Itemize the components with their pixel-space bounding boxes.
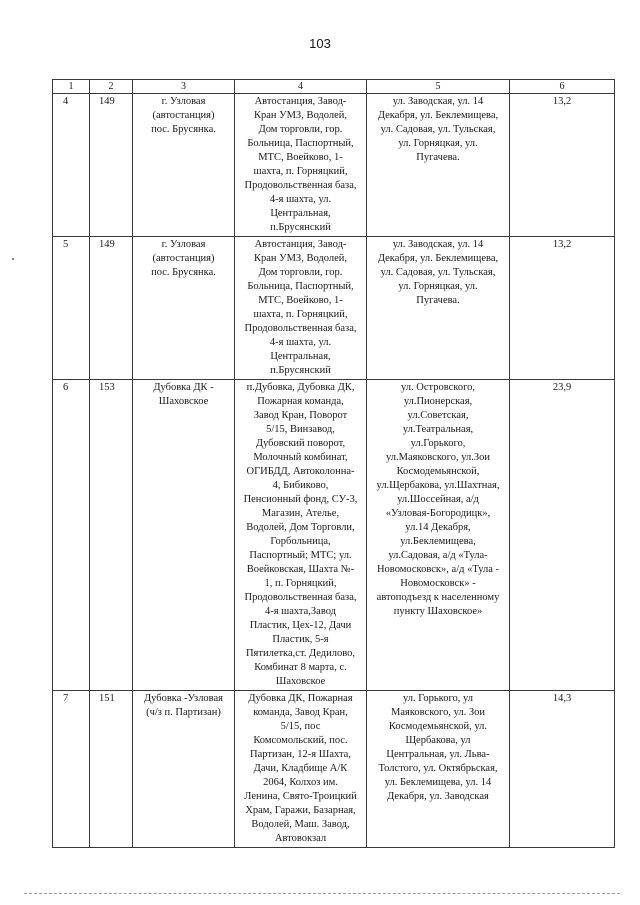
route-streets: ул. Островского, ул.Пионерская, ул.Советская, ул.Театральная, ул.Горького, ул.Маяковского, ул.Зои Космодемьянской, ул.Щербакова, ул.Шахтная, ул.Шоссейная, а/д «Узловая-Богородицк», ул.14 Декабря, ул.Беклемищева, ул.Садовая, а/д «Тула- Новомосковск», а/д «Тула - Новомосковск» - автоподъезд к населенному пункту Шаховское» <box>367 380 510 691</box>
routes-table <box>52 79 615 848</box>
route-length: 13,2 <box>510 237 615 380</box>
route-streets: ул. Горького, ул Маяковского, ул. Зои Космодемьянской, ул. Щербакова, ул Центральная, ул. Льва- Толстого, ул. Октябрьская, ул. Беклемищева, ул. 14 Декабря, ул. Заводская <box>367 691 510 848</box>
route-streets: ул. Заводская, ул. 14 Декабря, ул. Беклемищева, ул. Садовая, ул. Тульская, ул. Горняцкая, ул. Пугачева. <box>367 237 510 380</box>
table-row <box>53 691 615 848</box>
route-name: г. Узловая (автостанция) пос. Брусянка. <box>133 237 235 380</box>
route-stops: Автостанция, Завод- Кран УМЗ, Водолей, Дом торговли, гор. Больница, Паспортный, МТС, Воейково, 1- шахта, п. Горняцкий, Продовольственная база, 4-я шахта, ул. Центральная, п.Брусянский <box>235 237 367 380</box>
table-row <box>53 237 615 380</box>
header-col-2: 2 <box>90 80 133 94</box>
route-length: 14,3 <box>510 691 615 848</box>
route-stops: Автостанция, Завод- Кран УМЗ, Водолей, Дом торговли, гор. Больница, Паспортный, МТС, Воейково, 1- шахта, п. Горняцкий, Продовольственная база, 4-я шахта, ул. Центральная, п.Брусянский <box>235 94 367 237</box>
table-header-row <box>53 80 615 94</box>
footer-rule <box>24 893 620 894</box>
route-name: Дубовка ДК - Шаховское <box>133 380 235 691</box>
route-length: 23,9 <box>510 380 615 691</box>
route-number: 149 <box>90 237 133 380</box>
table-row <box>53 380 615 691</box>
route-name: г. Узловая (автостанция) пос. Брусянка. <box>133 94 235 237</box>
margin-mark <box>12 258 14 260</box>
route-streets: ул. Заводская, ул. 14 Декабря, ул. Беклемищева, ул. Садовая, ул. Тульская, ул. Горняцкая, ул. Пугачева. <box>367 94 510 237</box>
table-row <box>53 94 615 237</box>
header-col-4: 4 <box>235 80 367 94</box>
header-col-3: 3 <box>133 80 235 94</box>
route-stops: Дубовка ДК, Пожарная команда, Завод Кран, 5/15, пос Комсомольский, пос. Партизан, 12-я Шахта, Дачи, Кладбище А/К 2064, Колхоз им. Ленина, Свято-Троицкий Храм, Гаражи, Базарная, Водолей, Маш. Завод, Автовокзал <box>235 691 367 848</box>
row-number: 7 <box>53 691 90 848</box>
route-number: 149 <box>90 94 133 237</box>
row-number: 6 <box>53 380 90 691</box>
header-col-5: 5 <box>367 80 510 94</box>
header-col-6: 6 <box>510 80 615 94</box>
route-number: 153 <box>90 380 133 691</box>
row-number: 5 <box>53 237 90 380</box>
row-number: 4 <box>53 94 90 237</box>
route-name: Дубовка -Узловая (ч/з п. Партизан) <box>133 691 235 848</box>
route-stops: п.Дубовка, Дубовка ДК, Пожарная команда, Завод Кран, Поворот 5/15, Винзавод, Дубовский поворот, Молочный комбинат, ОГИБДД, Автоколонна- 4, Бибиково, Пенсионный фонд, СУ-3, Магазин, Ателье, Водолей, Дом Торговли, Горбольница, Паспортный; МТС; ул. Воейковская, Шахта №- 1, п. Горняцкий, Продовольственная база, 4-я шахта,Завод Пластик, Цех-12, Дачи Пластик, 5-я Пятилетка,ст. Дедилово, Комбинат 8 марта, с. Шаховское <box>235 380 367 691</box>
route-length: 13,2 <box>510 94 615 237</box>
route-number: 151 <box>90 691 133 848</box>
page-number: 103 <box>309 36 331 51</box>
header-col-1: 1 <box>53 80 90 94</box>
